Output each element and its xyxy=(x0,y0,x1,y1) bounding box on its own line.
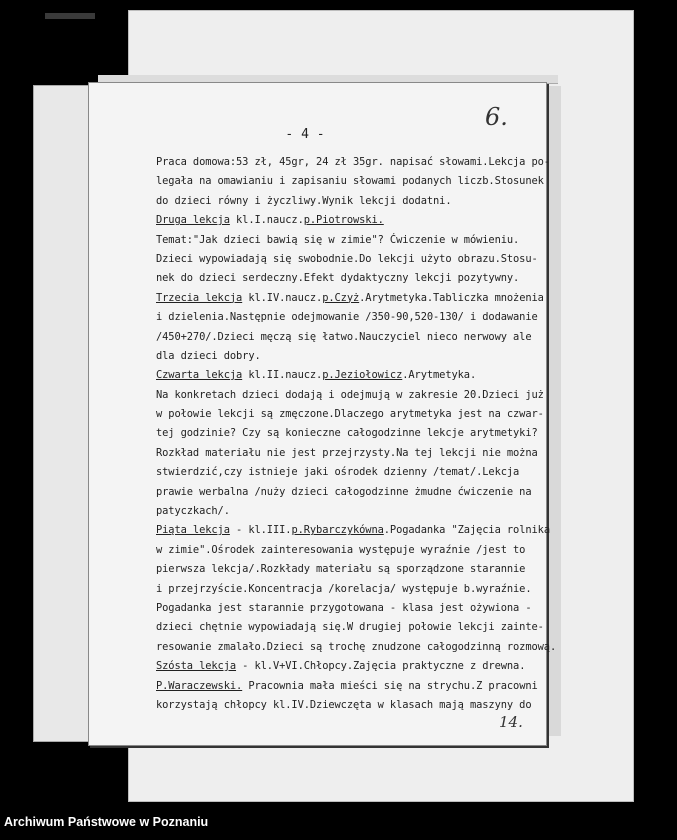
text-line xyxy=(156,502,540,521)
text-segment: korzystają chłopcy kl.IV.Dziewczęta w klasach mają maszyny do xyxy=(156,698,532,711)
text-line xyxy=(156,192,540,211)
archive-footer-label: Archiwum Państwowe w Poznaniu xyxy=(4,815,209,829)
text-line xyxy=(156,657,540,676)
text-line xyxy=(156,289,544,308)
text-line xyxy=(156,618,544,637)
text-segment: Na konkretach dzieci dodają i odejmują w zakresie 20.Dzieci już xyxy=(156,388,544,401)
text-segment: patyczkach/. xyxy=(156,505,230,518)
text-segment: resowanie zmalało.Dzieci są trochę znudzone całogodzinną rozmową. xyxy=(156,640,557,653)
text-segment: kl.I.naucz. xyxy=(229,214,304,227)
underlined-heading: Szósta lekcja xyxy=(156,660,237,673)
underlined-heading: p.Piotrowski. xyxy=(303,214,384,227)
text-segment: kl.II.naucz. xyxy=(242,369,323,382)
text-line xyxy=(156,172,544,191)
text-segment: Rozkład materiału nie jest przejrzysty.Na tej lekcji nie można xyxy=(156,446,538,459)
text-segment: Temat:"Jak dzieci bawią się w zimie"? Ćwiczenie w mówieniu. xyxy=(156,233,520,246)
page-number: - 4 - xyxy=(285,127,325,142)
text-line xyxy=(156,541,540,560)
text-segment: i przejrzyście.Koncentracja /korelacja/ występuje b.wyraźnie. xyxy=(156,582,532,595)
text-segment: w zimie".Ośrodek zainteresowania występuje wyraźnie /jest to xyxy=(156,543,526,556)
text-line xyxy=(156,580,540,599)
text-line xyxy=(156,599,540,618)
text-segment: prawie werbalna /nuży dzieci całogodzinne żmudne ćwiczenie na xyxy=(156,485,532,498)
text-line xyxy=(156,153,550,172)
text-segment: Praca domowa:53 zł, 45gr, 24 zł 35gr. napisać słowami.Lekcja po- xyxy=(156,156,550,168)
text-segment: kl.IV.naucz. xyxy=(242,291,323,304)
text-line xyxy=(156,483,540,502)
underlined-heading: Czwarta lekcja xyxy=(156,369,243,382)
text-line xyxy=(156,269,540,288)
scan-smudge xyxy=(45,13,95,19)
text-line xyxy=(156,521,550,540)
text-segment: w połowie lekcji są zmęczone.Dlaczego arytmetyka jest na czwar- xyxy=(156,408,544,421)
text-segment: nek do dzieci serdeczny.Efekt dydaktyczny lekcji pozytywny. xyxy=(156,272,520,285)
text-line xyxy=(156,696,540,715)
document-page xyxy=(88,82,557,746)
document-body xyxy=(156,153,557,715)
underlined-heading: p.Rybarczykówna xyxy=(291,524,384,537)
text-line xyxy=(156,463,540,482)
text-line xyxy=(156,308,540,327)
underlined-heading: Druga lekcja xyxy=(156,214,230,227)
text-line xyxy=(156,386,544,405)
text-segment: .Pogadanka "Zajęcia rolnika xyxy=(383,524,550,537)
text-segment: stwierdzić,czy istnieje jaki ośrodek dzienny /temat/.Lekcja xyxy=(156,466,520,479)
text-segment: tej godzinie? Czy są konieczne całogodzinne lekcje arytmetyki? xyxy=(156,427,538,440)
text-segment: i dzielenia.Następnie odejmowanie /350-90,520-130/ i dodawanie xyxy=(156,311,538,324)
text-line xyxy=(156,560,540,579)
text-segment: - kl.V+VI.Chłopcy.Zajęcia praktyczne z drewna. xyxy=(236,660,526,673)
text-line xyxy=(156,405,544,424)
underlined-heading: p.Czyż xyxy=(322,291,360,304)
text-segment: pierwsza lekcja/.Rozkłady materiału są sporządzone starannie xyxy=(156,563,526,576)
underlined-heading: Trzecia lekcja xyxy=(156,291,243,304)
back-sheet-strip xyxy=(548,86,561,736)
handwritten-page-number: 6. xyxy=(485,103,508,131)
text-line xyxy=(156,444,540,463)
text-segment: Pracownia mała mieści się na strychu.Z pracowni xyxy=(242,679,538,692)
text-line xyxy=(156,347,540,366)
text-line xyxy=(156,250,540,269)
text-segment: do dzieci równy i życzliwy.Wynik lekcji dodatni. xyxy=(156,194,452,207)
text-segment: Pogadanka jest starannie przygotowana - klasa jest ożywiona - xyxy=(156,601,532,614)
text-segment: dla dzieci dobry. xyxy=(156,349,261,362)
text-line xyxy=(156,231,540,250)
text-segment: .Arytmetyka.Tabliczka mnożenia xyxy=(359,291,544,304)
back-sheet-left xyxy=(33,85,93,742)
text-segment: legała na omawianiu i zapisaniu słowami podanych liczb.Stosunek xyxy=(156,175,544,188)
underlined-heading: Piąta lekcja xyxy=(156,524,230,537)
text-segment: Dzieci wypowiadają się swobodnie.Do lekcji użyto obrazu.Stosu- xyxy=(156,252,538,265)
underlined-heading: p.Jeziołowicz xyxy=(322,369,403,382)
text-line xyxy=(156,424,540,443)
text-segment: /450+270/.Dzieci męczą się łatwo.Nauczyciel nieco nerwowy ale xyxy=(156,330,532,343)
underlined-heading: P.Waraczewski. xyxy=(156,679,243,692)
bottom-handwritten-mark: 14. xyxy=(499,713,523,731)
text-segment: .Arytmetyka. xyxy=(402,369,477,382)
text-line xyxy=(156,366,540,385)
text-line xyxy=(156,211,540,230)
text-line xyxy=(156,638,557,657)
text-segment: - kl.III. xyxy=(229,524,292,537)
text-line xyxy=(156,677,540,696)
text-segment: dzieci chętnie wypowiadają się.W drugiej połowie lekcji zainte- xyxy=(156,621,544,634)
text-line xyxy=(156,328,540,347)
